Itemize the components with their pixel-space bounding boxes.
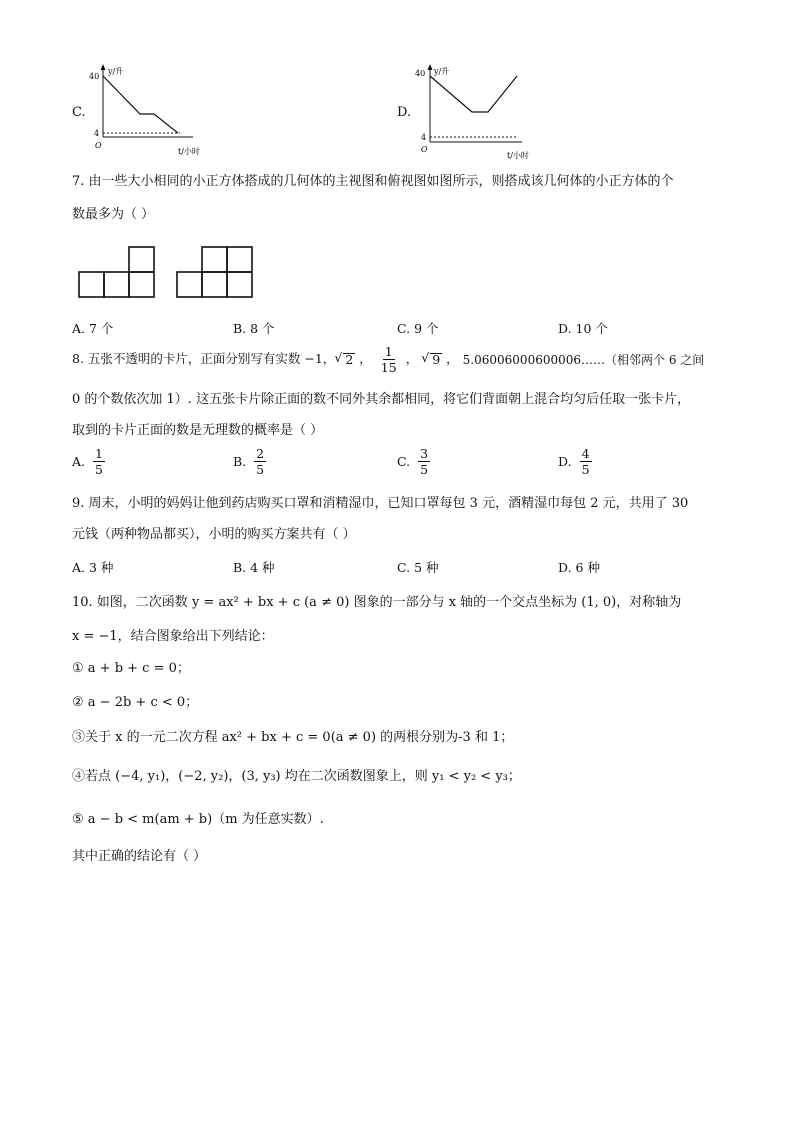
origin: O	[421, 145, 428, 154]
q10-conclusion-4: ④若点 (−4, y₁)，(−2, y₂)，(3, y₃) 均在二次函数图象上，则 y₁ < y₂ < y₃；	[72, 769, 521, 784]
y-axis-arrow	[101, 64, 106, 70]
q8-sqrt9	[430, 353, 442, 367]
y-label: y/升	[434, 67, 450, 76]
q7-option-c[interactable]: C. 9 个	[397, 321, 439, 336]
q8-option-a-letter: A.	[72, 454, 86, 470]
q10-conclusion-2: ② a − 2b + c < 0；	[72, 695, 199, 710]
q7-option-d[interactable]: D. 10 个	[558, 321, 608, 336]
q8-line1-b: 5.06006000600006……（相邻两个 6 之间	[462, 352, 705, 367]
q8-option-c-fraction	[418, 447, 430, 476]
graph-line-d	[430, 76, 517, 112]
q9-option-c[interactable]: C. 5 种	[397, 560, 439, 575]
frac-den: 5	[256, 462, 265, 478]
q8-option-d-letter: D.	[558, 454, 572, 470]
q8-option-a-fraction	[93, 447, 105, 476]
tick-40: 40	[89, 72, 100, 81]
q8-option-d[interactable]	[558, 447, 595, 476]
frac-num: 2	[256, 446, 265, 461]
q8-fraction-1-15	[379, 345, 399, 374]
q7-line1: 7. 由一些大小相同的小正方体搭成的几何体的主视图和俯视图如图所示，则搭成该几何体的小正方体的个	[72, 174, 674, 189]
frac-den: 5	[95, 462, 103, 478]
frac-num: 3	[420, 446, 429, 461]
q8-frac-num: 1	[384, 344, 393, 359]
q8-line3: 取到的卡片正面的数是无理数的概率是（ ）	[72, 423, 324, 438]
q8-line2: 0 的个数依次加 1）. 这五张卡片除正面的数不同外其余都相同，将它们背面朝上混合均匀后任取一张卡片，	[72, 392, 691, 407]
q9-option-d[interactable]: D. 6 种	[558, 560, 600, 575]
q6-option-d-letter: D.	[397, 105, 412, 120]
tick-4: 4	[94, 129, 100, 138]
q7-option-a[interactable]: A. 7 个	[72, 321, 114, 336]
q8-option-c-letter: C.	[397, 454, 411, 470]
top-view	[177, 247, 252, 297]
graph-line-c	[103, 76, 178, 133]
q8-sqrt2	[343, 353, 355, 367]
q9-option-b[interactable]: B. 4 种	[233, 560, 275, 575]
front-view	[79, 247, 154, 297]
q8-sqrt2-radicand: 2	[345, 351, 354, 367]
q8-option-d-fraction	[580, 447, 592, 476]
q7-line2: 数最多为（ ）	[72, 207, 155, 222]
frac-den: 5	[420, 462, 429, 478]
q7-three-view-figures	[76, 244, 256, 302]
t-label: t/小时	[178, 147, 200, 156]
q8-line1-a: 8. 五张不透明的卡片，正面分别写有实数 −1，	[72, 351, 336, 367]
q7-option-b[interactable]: B. 8 个	[233, 321, 275, 336]
q9-option-a[interactable]: A. 3 种	[72, 560, 114, 575]
tick-4: 4	[421, 133, 427, 142]
q6-option-c-letter: C.	[72, 105, 86, 120]
q10-ending: 其中正确的结论有（ ）	[72, 849, 207, 864]
q8-option-a[interactable]	[72, 447, 108, 476]
tick-40: 40	[415, 69, 426, 78]
q9-line1: 9. 周末，小明的妈妈让他到药店购买口罩和消精湿巾，已知口罩每包 3 元，酒精湿巾每包 2 元，共用了 30	[72, 496, 689, 511]
frac-num: 1	[95, 446, 103, 461]
frac-num: 4	[581, 446, 590, 461]
q8-option-b[interactable]	[233, 447, 269, 476]
q8-option-c[interactable]	[397, 447, 433, 476]
q10-conclusion-3: ③关于 x 的一元二次方程 ax² + bx + c = 0(a ≠ 0) 的两根分别为-3 和 1；	[72, 730, 514, 745]
frac-den: 5	[581, 462, 590, 478]
q10-conclusion-5: ⑤ a − b < m(am + b)（m 为任意实数）.	[72, 812, 324, 827]
q10-conclusion-1: ① a + b + c = 0；	[72, 661, 190, 676]
q10-line2: x = −1，结合图象给出下列结论：	[72, 629, 274, 644]
q6-graph-c	[88, 62, 218, 158]
q8-sqrt9-radicand: 9	[432, 351, 441, 367]
t-label: t/小时	[507, 151, 529, 160]
q8-option-b-fraction	[254, 447, 266, 476]
q8-line1: 8. 五张不透明的卡片，正面分别写有实数 −1， √ 2 ， $\frac{1}{15}$ ， √ 9 ， 5.06006000600006……（相邻两个 6 之间	[72, 345, 704, 374]
q6-graph-d	[412, 62, 542, 162]
q10-line1: 10. 如图，二次函数 y = ax² + bx + c (a ≠ 0) 图象的一部分与 x 轴的一个交点坐标为 (1, 0)，对称轴为	[72, 595, 682, 610]
q9-line2: 元钱（两种物品都买），小明的购买方案共有（ ）	[72, 527, 356, 542]
y-axis-arrow	[428, 64, 433, 70]
q8-frac-den: 15	[380, 360, 397, 376]
origin: O	[95, 141, 102, 150]
y-label: y/升	[108, 67, 124, 76]
q8-option-b-letter: B.	[233, 454, 247, 470]
